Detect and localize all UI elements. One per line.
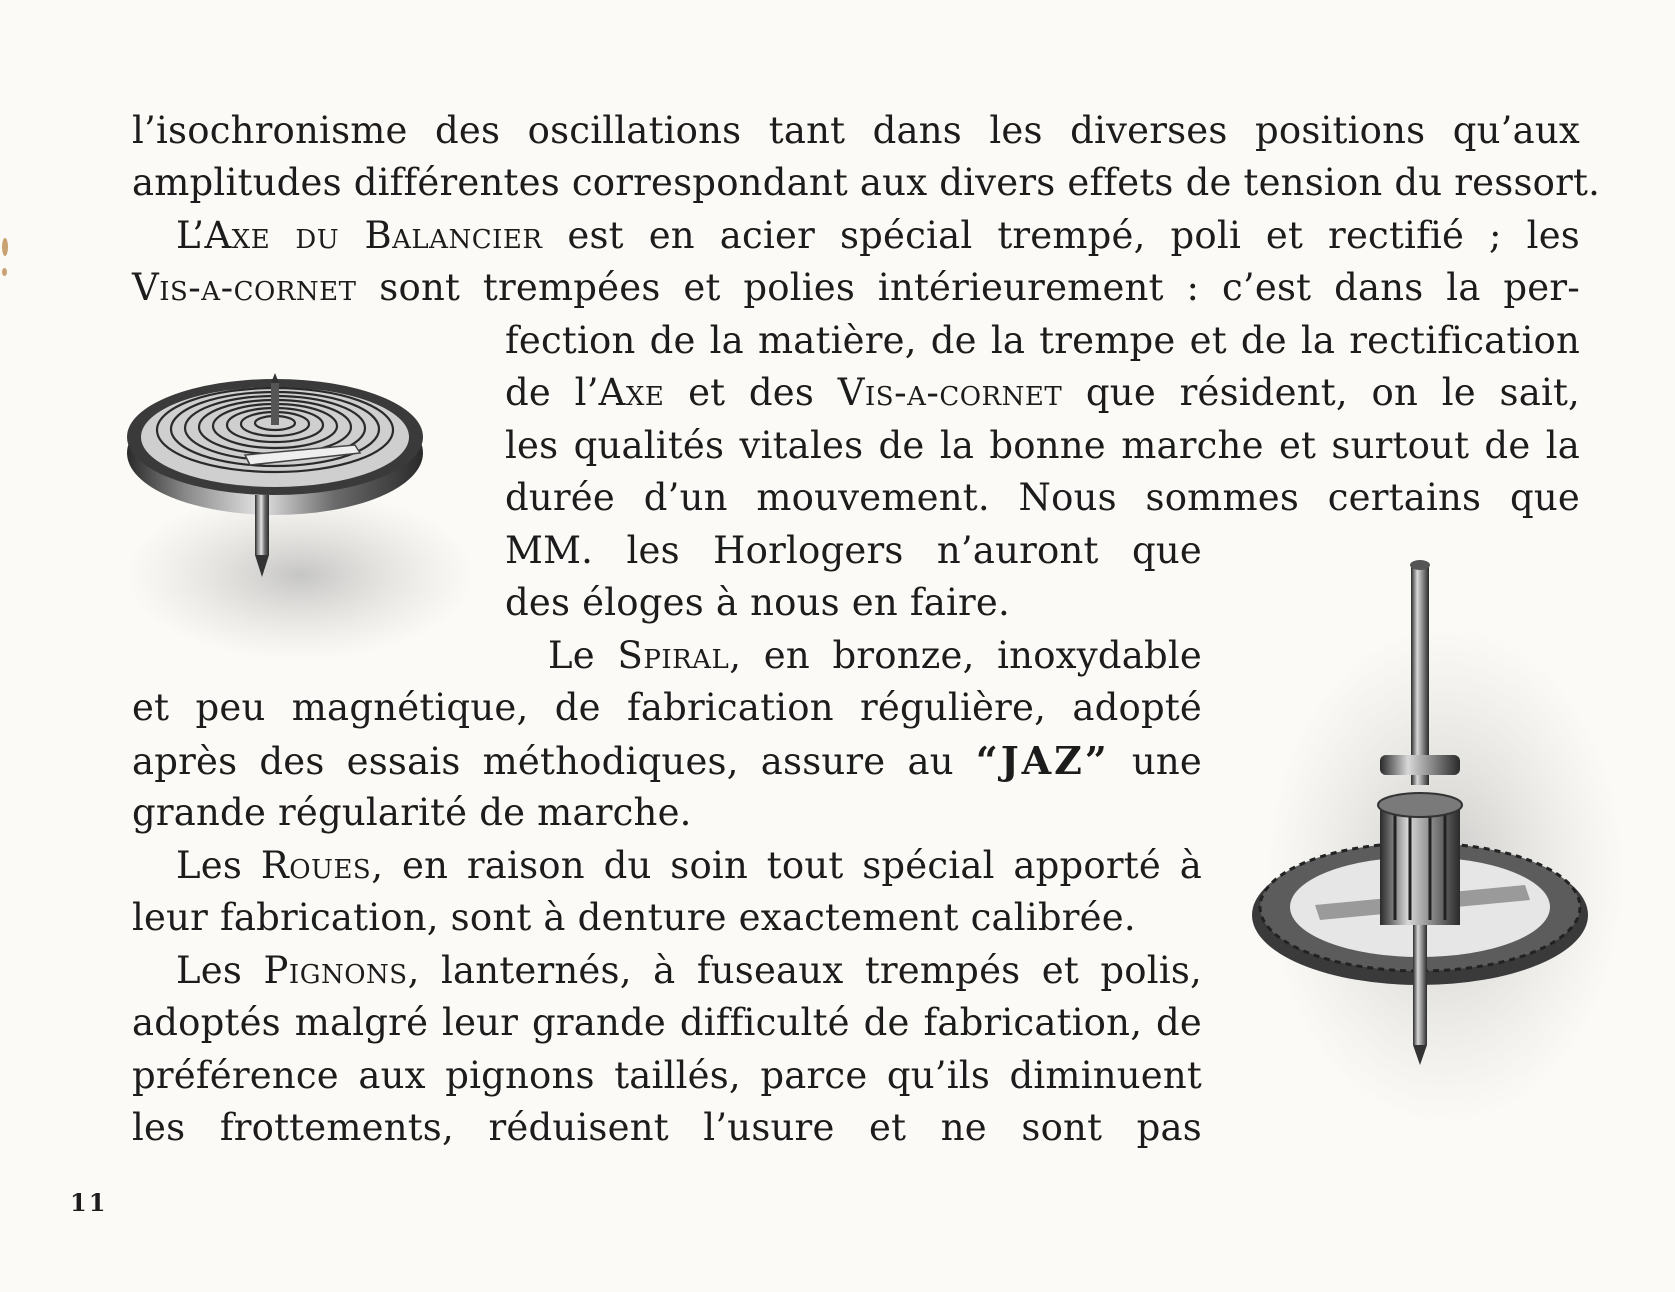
wheel-and-pinion-illustration bbox=[1245, 545, 1625, 1135]
term-pignons: Pignons bbox=[263, 949, 408, 992]
text-line: adoptés malgré leur grande difficulté de fabrication, de bbox=[132, 1001, 1202, 1044]
text-line: amplitudes différentes correspondant aux divers effets de tension du ressort. bbox=[132, 161, 1601, 204]
term-roues: Roues bbox=[260, 844, 372, 887]
text-line: Les Roues, en raison du soin tout spécial apporté à bbox=[176, 844, 1203, 887]
text-line: de l’Axe et des Vis-a-cornet que résident, on le sait, bbox=[505, 371, 1581, 414]
paper-speck bbox=[2, 268, 7, 276]
text-line: Le Spiral, en bronze, inoxydable bbox=[548, 634, 1202, 677]
text-line: après des essais méthodiques, assure au “JAZ” une bbox=[132, 738, 1202, 783]
text-line: les frottements, réduisent l’usure et ne sont pas bbox=[132, 1106, 1202, 1149]
text-line: les qualités vitales de la bonne marche et surtout de la bbox=[505, 424, 1580, 467]
text-line: L’Axe du Balancier est en acier spécial trempé, poli et rectifié ; les bbox=[176, 214, 1580, 257]
lantern-pinion bbox=[1380, 805, 1460, 925]
term-axe-balancier: L’Axe du Balancier bbox=[176, 214, 543, 257]
text-line: durée d’un mouvement. Nous sommes certains que bbox=[505, 476, 1580, 519]
term-axe: Axe bbox=[598, 371, 665, 414]
text-line: Les Pignons, lanternés, à fuseaux trempés et polis, bbox=[176, 949, 1203, 992]
page-number: 11 bbox=[70, 1188, 108, 1217]
text-line: Vis-a-cornet sont trempées et polies intérieurement : c’est dans la per- bbox=[132, 266, 1580, 309]
paper-speck bbox=[2, 238, 8, 256]
staff-top bbox=[271, 383, 279, 425]
staff-pivot bbox=[271, 373, 279, 383]
shadow bbox=[125, 490, 475, 660]
text-line: MM. les Horlogers n’auront que bbox=[505, 529, 1202, 572]
term-spiral: Spiral bbox=[617, 634, 730, 677]
text-line: l’isochronisme des oscillations tant dans les diverses positions qu’aux bbox=[132, 109, 1580, 152]
text-line: fection de la matière, de la trempe et de la rectification bbox=[505, 319, 1580, 362]
pinion-top bbox=[1378, 793, 1462, 817]
text-line: grande régularité de marche. bbox=[132, 791, 692, 834]
brand-jaz: “JAZ” bbox=[975, 738, 1110, 783]
pivot bbox=[1410, 560, 1430, 570]
text-line: des éloges à nous en faire. bbox=[505, 581, 1010, 624]
term-vis-a-cornet: Vis-a-cornet bbox=[837, 371, 1063, 414]
staff-bottom bbox=[255, 495, 269, 555]
collet bbox=[1380, 755, 1460, 775]
term-vis-a-cornet: Vis-a-cornet bbox=[132, 266, 357, 309]
text-line: préférence aux pignons taillés, parce qu’ils diminuent bbox=[132, 1054, 1202, 1097]
text-line: leur fabrication, sont à denture exactement calibrée. bbox=[132, 896, 1136, 939]
shaft bbox=[1411, 565, 1429, 785]
text-line: et peu magnétique, de fabrication régulière, adopté bbox=[132, 686, 1202, 729]
balance-wheel-illustration bbox=[125, 345, 475, 675]
lower-shaft bbox=[1413, 925, 1427, 1045]
